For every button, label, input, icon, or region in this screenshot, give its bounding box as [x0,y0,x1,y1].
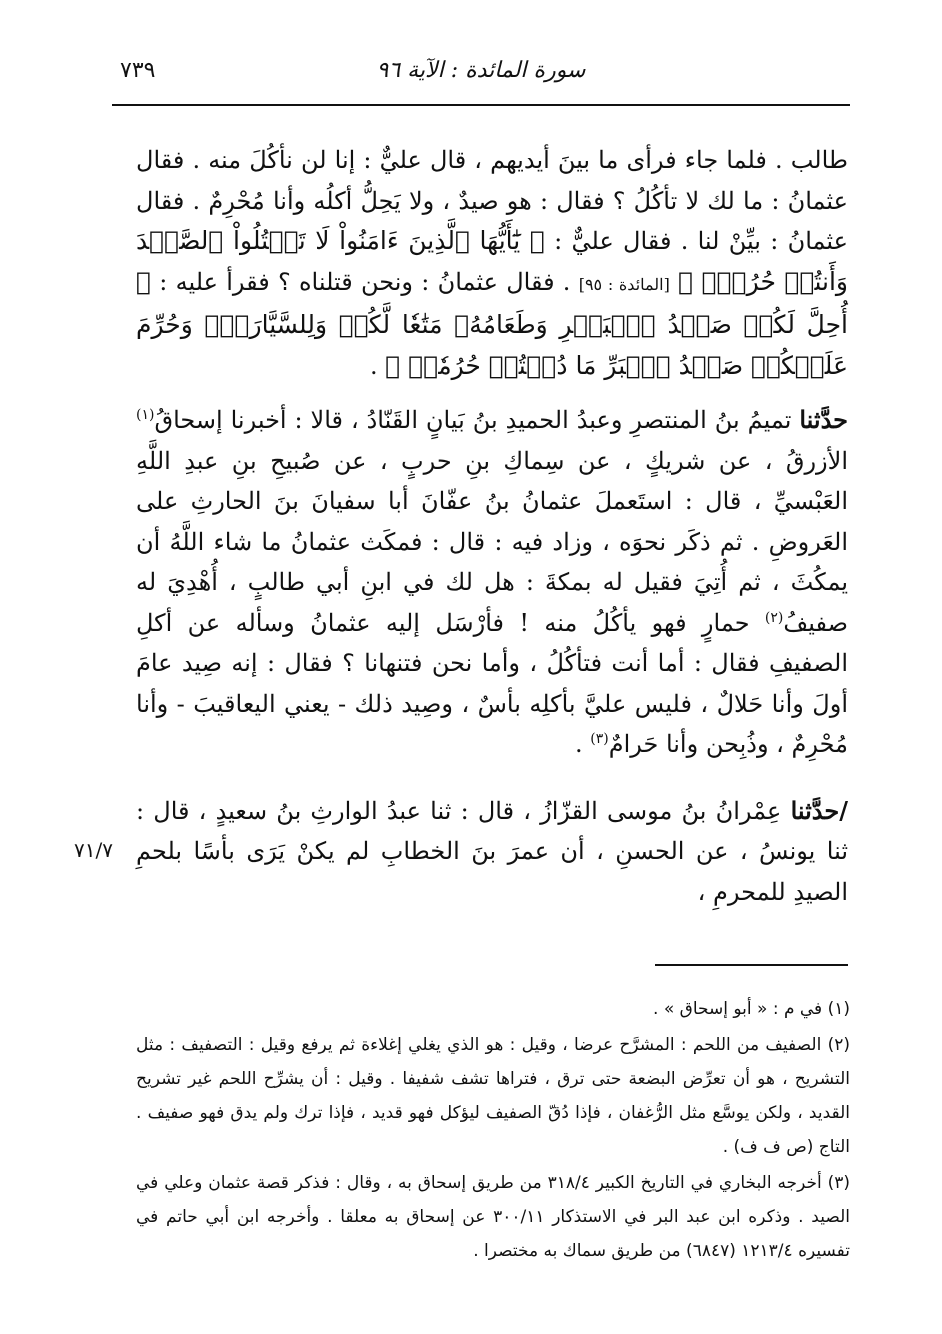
footnote-3: (٣) أخرجه البخاري في التاريخ الكبير ٣١٨/٤ من طريق إسحاق به ، وقال : فذكر قصة عثمان وعلي في الصيد . وذكره ابن عبد البر في الاستذكار ٣٠٠/١١ عن إسحاق به معلقا . وأخرجه ابن أبي حاتم في تفسيره ١٢١٣/٤ (٦٨٤٧) من طريق سماك به مختصرا . [136,1173,851,1261]
verse-1-reference: [المائدة : ٩٥] [578,274,670,294]
paragraph-3-text: عِمْرانُ بنُ موسى القزّازُ ، قال : ثنا عبدُ الوارثِ بنُ سعيدٍ ، قال : ثنا يونسُ ، عن الحسنِ ، أن عمرَ بنَ الخطابِ لم يكنْ يَرَى بأسًا بلحمِ الصيدِ للمحرمِ ، [136,796,848,906]
main-text [136,140,848,912]
paragraph-3 [136,791,848,913]
paragraph-1 [136,140,848,386]
paragraph-1-continued: . فقال عثمانُ : ونحن قتلناه ؟ فقرأ عليه : [159,267,571,296]
paragraph-2-more: حمارٍ فهو يأكُلُ منه ! فأرْسَل إليه عثمانُ وسأله عن أكلِ الصفيفِ فقال : أما أنت فتأكُلُ ، وأما نحن فتنهانا ؟ فقال : إنه صِيد عامَ أولَ وأنا حَلالٌ ، فليس عليَّ بأكلِه بأسٌ ، وصِيد ذلك - يعني اليعاقيبَ - وأنا مُحْرِمٌ ، وذُبِحن وأنا حَرامٌ [136,608,848,758]
footnotes [136,992,850,1270]
narration-lead: حدَّثنا [799,405,848,434]
footnote-2: (٢) الصفيف من اللحم : المشرَّح عرضا ، وقيل : هو الذي يغلي إغلاءة ثم يرفع وقيل : التصفيف : مثل التشريح ، هو أن تعرِّض البضعة حتى ترق ، فتراها تشف شفيفا . وقيل : أن يشرِّح اللحم غير تشريح القديد ، ولكن يوسَّع مثل الرُّغفان ، فإذا دُقّ الصفيف ليؤكل فهو قديد ، فإذا ترك ولم يدق فهو صفيف . التاج (ص ف ف) . [136,1035,850,1157]
quran-verse-2: ﴿ أُحِلَّ لَكُمۡ صَيۡدُ ٱلۡبَحۡرِ وَطَعَامُهُۥ مَتَٰعٗا لَّكُمۡ وَلِلسَّيَّارَةِۖ وَحُرِّمَ عَلَيۡكُمۡ صَيۡدُ ٱلۡبَرِّ مَا دُمۡتُمۡ حُرُمٗاۗ ﴾ [136,266,848,380]
paragraph-2-continued: الأزرقُ ، عن شريكٍ ، عن سِماكِ بنِ حربٍ ، عن صُبيحِ بنِ عبدِ اللَّهِ العَبْسيِّ ، قال : استَعملَ عثمانُ بنُ عفّانَ أبا سفيانَ بنَ الحارثِ على العَروضِ . ثم ذكَر نحوَه ، وزاد فيه : قال : فمكَث عثمانُ ما شاء اللَّهُ أن يمكُثَ ، ثم أُتِيَ فقيل له بمكةَ : هل لك في ابنِ أبي طالبٍ ، أُهْدِيَ له صفيفُ [136,446,848,637]
quran-verse-1: ﴿ يَٰٓأَيُّهَا ٱلَّذِينَ ءَامَنُواْ لَا تَقۡتُلُواْ ٱلصَّيۡدَ وَأَنتُمۡ حُرُمٌۚ ﴾ [136,226,848,296]
footnote-1: (١) في م : « أبو إسحاق » . [653,999,850,1019]
page-header [112,52,850,100]
paragraph-2 [136,400,848,765]
page-number: ٧٣٩ [120,58,156,83]
margin-reference: ٧١/٧ [74,838,113,862]
footnote-marker-2[interactable]: (٢) [764,609,784,626]
footnote-rule [655,964,848,966]
paragraph-1-text: طالب . فلما جاء فرأى ما بينَ أيديهم ، قال عليٌّ : إنا لن نأكُلَ منه . فقال عثمانُ : ما لك لا تأكُلُ ؟ فقال : هو صيدٌ ، ولا يَحِلُّ أكلُه وأنا مُحْرِمٌ . فقال عثمانُ : بيِّنْ لنا . فقال عليٌّ : [136,146,848,255]
footnote-marker-1[interactable]: (١) [136,407,155,423]
paragraph-1-end: . [369,351,378,380]
running-title: سورة المائدة : الآية ٩٦ [376,58,586,83]
footnote-marker-3[interactable]: (٣) [590,731,609,747]
narration-lead-2: /حدَّثنا [790,795,848,825]
header-rule [112,104,850,106]
paragraph-2-end: . [574,730,583,758]
paragraph-2-text: تميمُ بنُ المنتصرِ وعبدُ الحميدِ بنُ بَيانٍ القَنّادُ ، قالا : أخبرنا إسحاقُ [154,406,792,434]
